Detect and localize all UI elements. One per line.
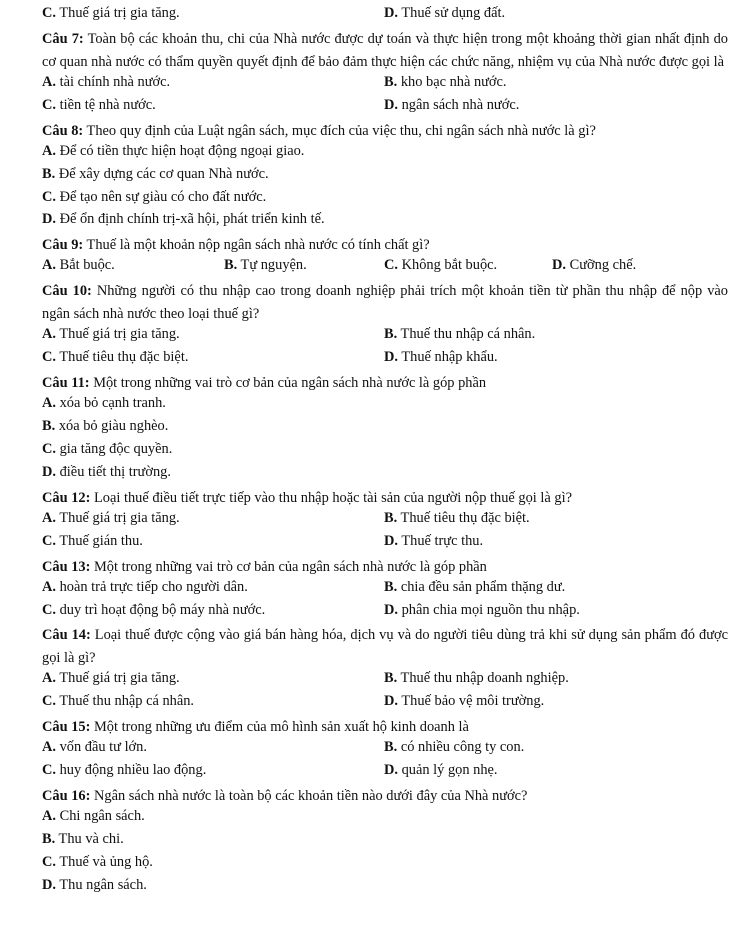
option-text: phân chia mọi nguồn thu nhập.	[401, 601, 580, 618]
answer-option[interactable]	[42, 854, 153, 871]
option-text: hoàn trả trực tiếp cho người dân.	[59, 578, 248, 595]
option-letter: C.	[42, 532, 56, 549]
option-row	[42, 97, 728, 120]
option-text: Thuế giá trị gia tăng.	[59, 509, 180, 526]
question-stem	[42, 234, 728, 257]
option-row	[42, 533, 728, 556]
option-letter: C.	[42, 188, 56, 205]
question-q11	[42, 372, 728, 487]
option-letter: A.	[42, 578, 56, 595]
question-number: Câu 7:	[42, 30, 84, 47]
option-row	[42, 670, 728, 693]
option-text: Thuế thu nhập doanh nghiệp.	[400, 670, 569, 687]
option-letter: B.	[384, 578, 398, 595]
answer-option[interactable]	[384, 74, 507, 91]
option-letter: D.	[384, 601, 398, 618]
option-row	[42, 602, 728, 625]
option-text: Thu và chi.	[58, 830, 124, 847]
answer-option[interactable]	[384, 670, 569, 687]
question-stem	[42, 556, 728, 579]
option-letter: C.	[384, 257, 398, 274]
question-q7	[42, 28, 728, 120]
option-text: Để xây dựng các cơ quan Nhà nước.	[58, 165, 269, 182]
option-letter: C.	[42, 762, 56, 779]
option-letter: A.	[42, 395, 56, 412]
answer-option[interactable]	[42, 441, 172, 458]
option-row	[42, 693, 728, 716]
option-letter: A.	[42, 73, 56, 90]
option-row	[42, 739, 728, 762]
question-stem	[42, 487, 728, 510]
option-row	[42, 510, 728, 533]
answer-option[interactable]	[42, 349, 188, 366]
answer-option[interactable]	[552, 257, 636, 274]
option-letter: B.	[384, 739, 398, 756]
question-number: Câu 11:	[42, 375, 90, 392]
question-q16	[42, 785, 728, 900]
option-letter: D.	[42, 876, 56, 893]
option-text: Chi ngân sách.	[59, 808, 145, 825]
answer-option[interactable]	[42, 510, 180, 527]
question-number: Câu 9:	[42, 237, 84, 254]
answer-option[interactable]	[384, 579, 565, 596]
question-q8	[42, 120, 728, 235]
option-text: Thuế tiêu thụ đặc biệt.	[59, 349, 189, 366]
question-number: Câu 12:	[42, 489, 91, 506]
option-text: Cưỡng chế.	[569, 257, 637, 274]
option-row	[42, 5, 728, 28]
option-letter: A.	[42, 739, 56, 756]
option-text: gia tăng độc quyền.	[59, 440, 173, 457]
answer-option[interactable]	[42, 693, 194, 710]
question-number: Câu 8:	[42, 122, 84, 139]
option-letter: A.	[42, 142, 56, 159]
option-text: chia đều sản phẩm thặng dư.	[400, 578, 566, 595]
option-text: Để tạo nên sự giàu có cho đất nước.	[59, 188, 267, 205]
option-text: Để có tiền thực hiện hoạt động ngoại giao.	[59, 142, 305, 159]
option-row	[42, 762, 728, 785]
question-text: Loại thuế điều tiết trực tiếp vào thu nhập hoặc tài sản của người nộp thuế gọi là gì?	[93, 489, 572, 506]
option-letter: A.	[42, 670, 56, 687]
question-number: Câu 15:	[42, 719, 91, 736]
option-letter: C.	[42, 96, 56, 113]
answer-option[interactable]	[384, 533, 483, 550]
answer-option[interactable]	[42, 739, 147, 756]
answer-option[interactable]	[384, 762, 498, 779]
option-text: Thuế thu nhập cá nhân.	[400, 326, 536, 343]
question-text: Một trong những vai trò cơ bản của ngân sách nhà nước là góp phần	[93, 558, 487, 575]
question-q14	[42, 624, 728, 716]
option-letter: D.	[384, 5, 398, 21]
option-letter: D.	[384, 96, 398, 113]
answer-option[interactable]	[384, 739, 524, 756]
answer-option[interactable]	[42, 418, 168, 435]
option-letter: B.	[224, 257, 238, 274]
option-row	[42, 143, 728, 166]
answer-option[interactable]	[384, 257, 497, 274]
answer-option[interactable]	[384, 5, 505, 22]
answer-option[interactable]	[42, 97, 156, 114]
answer-option[interactable]	[42, 670, 180, 687]
option-text: tài chính nhà nước.	[59, 73, 171, 90]
option-row	[42, 349, 728, 372]
option-text: Thuế bảo vệ môi trường.	[401, 693, 545, 710]
option-letter: B.	[42, 165, 56, 182]
option-row	[42, 418, 728, 441]
answer-option[interactable]	[42, 579, 248, 596]
question-text: Một trong những vai trò cơ bản của ngân sách nhà nước là góp phần	[93, 375, 487, 392]
option-letter: C.	[42, 853, 56, 870]
question-q12	[42, 487, 728, 556]
answer-option[interactable]	[42, 533, 143, 550]
answer-option[interactable]	[384, 510, 530, 527]
option-row	[42, 257, 728, 280]
option-letter: D.	[384, 762, 398, 779]
option-text: Thuế tiêu thụ đặc biệt.	[400, 509, 530, 526]
question-stem	[42, 624, 728, 670]
option-row	[42, 326, 728, 349]
answer-option[interactable]	[384, 97, 519, 114]
option-letter: C.	[42, 349, 56, 366]
option-text: quản lý gọn nhẹ.	[401, 762, 498, 779]
answer-option[interactable]	[42, 808, 145, 825]
option-letter: D.	[384, 532, 398, 549]
question-stem	[42, 28, 728, 74]
question-text: Một trong những ưu điểm của mô hình sản xuất hộ kinh doanh là	[93, 719, 469, 736]
question-number: Câu 14:	[42, 627, 91, 644]
question-text: Thuế là một khoản nộp ngân sách nhà nước có tính chất gì?	[86, 237, 430, 254]
answer-option[interactable]	[42, 762, 206, 779]
question-stem	[42, 280, 728, 326]
option-text: Thuế nhập khẩu.	[401, 349, 498, 366]
answer-option[interactable]	[42, 326, 180, 343]
option-letter: D.	[42, 463, 56, 480]
question-text: Loại thuế được cộng vào giá bán hàng hóa, dịch vụ và do người tiêu dùng trả khi sử dụng sản phẩm đó được gọi là gì?	[42, 627, 728, 667]
option-text: Tự nguyện.	[240, 257, 307, 274]
option-letter: A.	[42, 808, 56, 825]
option-text: Thuế và ủng hộ.	[59, 853, 153, 870]
option-row	[42, 464, 728, 487]
option-row	[42, 166, 728, 189]
option-text: ngân sách nhà nước.	[401, 96, 520, 113]
question-q9	[42, 234, 728, 280]
question-text: Những người có thu nhập cao trong doanh nghiệp phải trích một khoản tiền từ phần thu nhập để nộp vào ngân sách nhà nước theo loại thuế gì?	[42, 283, 728, 323]
answer-option[interactable]	[42, 831, 124, 848]
answer-option[interactable]	[42, 211, 325, 228]
option-letter: D.	[384, 693, 398, 710]
option-letter: C.	[42, 693, 56, 710]
question-stem	[42, 120, 728, 143]
answer-option[interactable]	[384, 349, 498, 366]
option-text: Không bắt buộc.	[401, 257, 498, 274]
option-row	[42, 808, 728, 831]
answer-option[interactable]	[42, 602, 265, 619]
question-q10	[42, 280, 728, 372]
option-row	[42, 441, 728, 464]
option-text: Thuế giá trị gia tăng.	[59, 326, 180, 343]
question-stem	[42, 785, 728, 808]
option-letter: A.	[42, 257, 56, 274]
question-text: Ngân sách nhà nước là toàn bộ các khoản tiền nào dưới đây của Nhà nước?	[93, 788, 528, 805]
question-q13	[42, 556, 728, 625]
question-number: Câu 13:	[42, 558, 91, 575]
option-text: có nhiều công ty con.	[400, 739, 525, 756]
answer-option[interactable]	[42, 877, 147, 894]
option-letter: D.	[384, 349, 398, 366]
option-letter: B.	[384, 509, 398, 526]
option-text: Thuế giá trị gia tăng.	[59, 5, 180, 21]
option-letter: C.	[42, 5, 56, 21]
answer-option[interactable]	[42, 464, 171, 481]
option-text: kho bạc nhà nước.	[400, 73, 507, 90]
option-row	[42, 395, 728, 418]
option-letter: D.	[552, 257, 566, 274]
answer-option[interactable]	[224, 257, 307, 274]
option-letter: B.	[384, 326, 398, 343]
option-text: điều tiết thị trường.	[59, 463, 171, 480]
answer-option[interactable]	[42, 143, 304, 160]
answer-option[interactable]	[384, 602, 580, 619]
option-letter: B.	[384, 670, 398, 687]
option-letter: C.	[42, 440, 56, 457]
option-letter: B.	[384, 73, 398, 90]
option-text: xóa bỏ cạnh tranh.	[59, 395, 166, 412]
option-row	[42, 854, 728, 877]
option-text: Thuế gián thu.	[59, 532, 143, 549]
option-letter: A.	[42, 509, 56, 526]
question-stem	[42, 716, 728, 739]
answer-option[interactable]	[42, 257, 115, 274]
option-text: Thu ngân sách.	[59, 876, 147, 893]
option-text: vốn đầu tư lớn.	[59, 739, 147, 756]
answer-option[interactable]	[42, 74, 170, 91]
option-row	[42, 74, 728, 97]
option-letter: B.	[42, 830, 56, 847]
option-text: xóa bỏ giàu nghèo.	[58, 417, 169, 434]
question-q6	[42, 5, 728, 28]
option-text: Để ổn định chính trị-xã hội, phát triển kinh tế.	[59, 211, 325, 228]
question-q15	[42, 716, 728, 785]
option-text: Thuế sử dụng đất.	[401, 5, 506, 21]
question-text: Theo quy định của Luật ngân sách, mục đích của việc thu, chi ngân sách nhà nước là gì?	[86, 122, 596, 139]
answer-option[interactable]	[42, 395, 166, 412]
answer-option[interactable]	[384, 693, 544, 710]
option-text: Thuế trực thu.	[401, 532, 484, 549]
option-text: Bắt buộc.	[59, 257, 115, 274]
option-letter: C.	[42, 601, 56, 618]
option-row	[42, 189, 728, 212]
question-stem	[42, 372, 728, 395]
answer-option[interactable]	[384, 326, 535, 343]
question-number: Câu 16:	[42, 788, 91, 805]
answer-option[interactable]	[42, 166, 269, 183]
option-row	[42, 211, 728, 234]
option-text: Thuế thu nhập cá nhân.	[59, 693, 195, 710]
question-number: Câu 10:	[42, 283, 92, 300]
option-letter: D.	[42, 211, 56, 228]
answer-option[interactable]	[42, 5, 180, 22]
answer-option[interactable]	[42, 189, 266, 206]
option-letter: A.	[42, 326, 56, 343]
question-text: Toàn bộ các khoản thu, chi của Nhà nước được dự toán và thực hiện trong một khoảng thời gian nhất định do cơ quan nhà nước có thẩm quyền quyết định để bảo đảm thực hiện các chức năng, nhiệm vụ của Nhà nước được gọi là	[42, 30, 728, 70]
option-text: Thuế giá trị gia tăng.	[59, 670, 180, 687]
option-row	[42, 877, 728, 900]
option-text: huy động nhiều lao động.	[59, 762, 207, 779]
option-row	[42, 831, 728, 854]
option-row	[42, 579, 728, 602]
option-text: duy trì hoạt động bộ máy nhà nước.	[59, 601, 266, 618]
option-text: tiền tệ nhà nước.	[59, 96, 156, 113]
option-letter: B.	[42, 417, 56, 434]
